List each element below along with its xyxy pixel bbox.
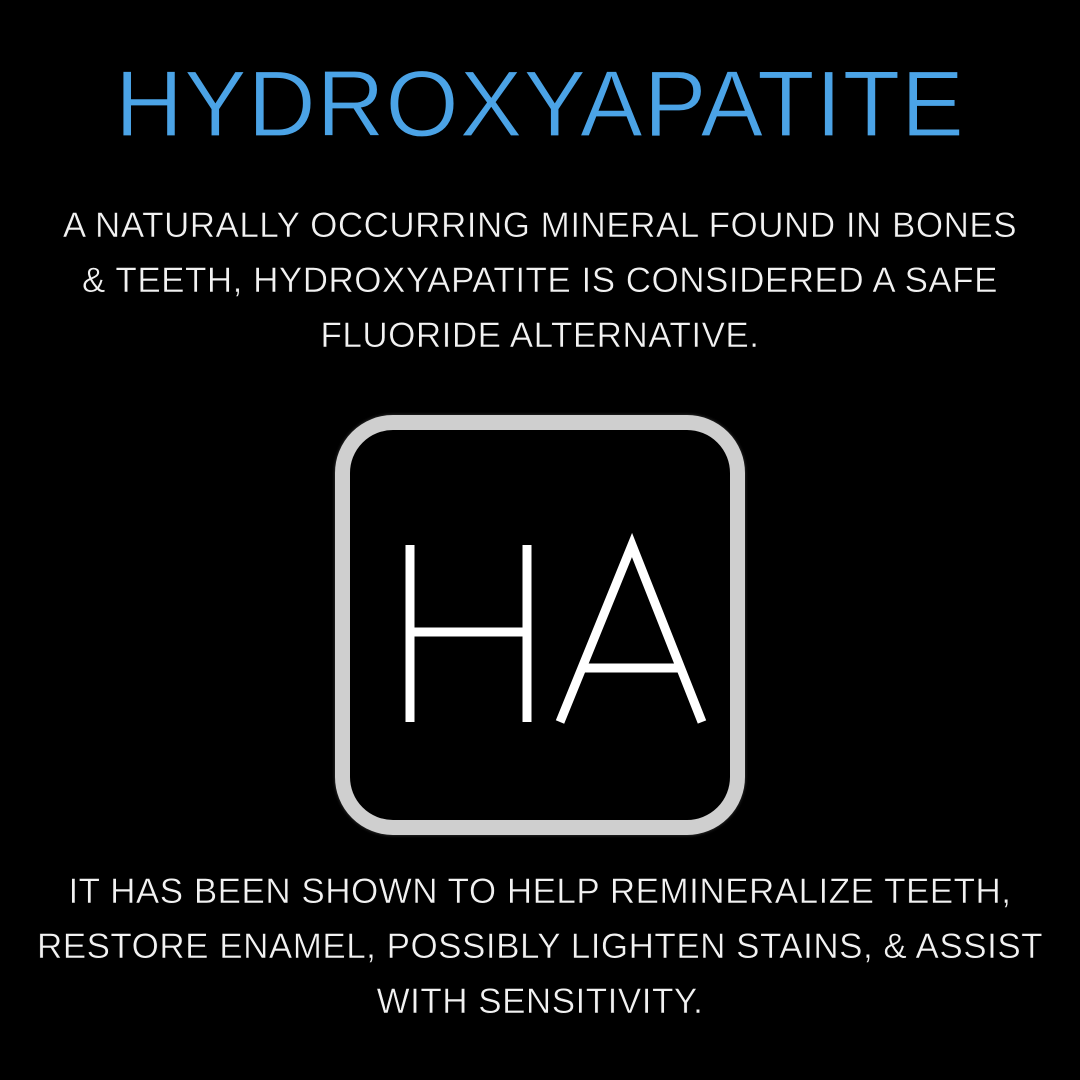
intro-line-2: & TEETH, HYDROXYAPATITE IS CONSIDERED A SAFE — [82, 261, 998, 300]
page-title: HYDROXYAPATITE — [115, 51, 965, 156]
ha-monogram-letters — [350, 430, 730, 820]
benefits-line-2: RESTORE ENAMEL, POSSIBLY LIGHTEN STAINS, & ASSIST — [36, 927, 1044, 966]
benefits-line-3: WITH SENSITIVITY. — [376, 982, 704, 1021]
intro-line-3: FLUORIDE ALTERNATIVE. — [320, 316, 760, 355]
benefits-line-1: IT HAS BEEN SHOWN TO HELP REMINERALIZE TEETH, — [68, 872, 1012, 911]
benefits-paragraph — [0, 864, 1080, 1029]
intro-line-1: A NATURALLY OCCURRING MINERAL FOUND IN BONES — [62, 206, 1018, 245]
ha-monogram-icon — [335, 415, 745, 835]
intro-paragraph — [0, 198, 1080, 363]
